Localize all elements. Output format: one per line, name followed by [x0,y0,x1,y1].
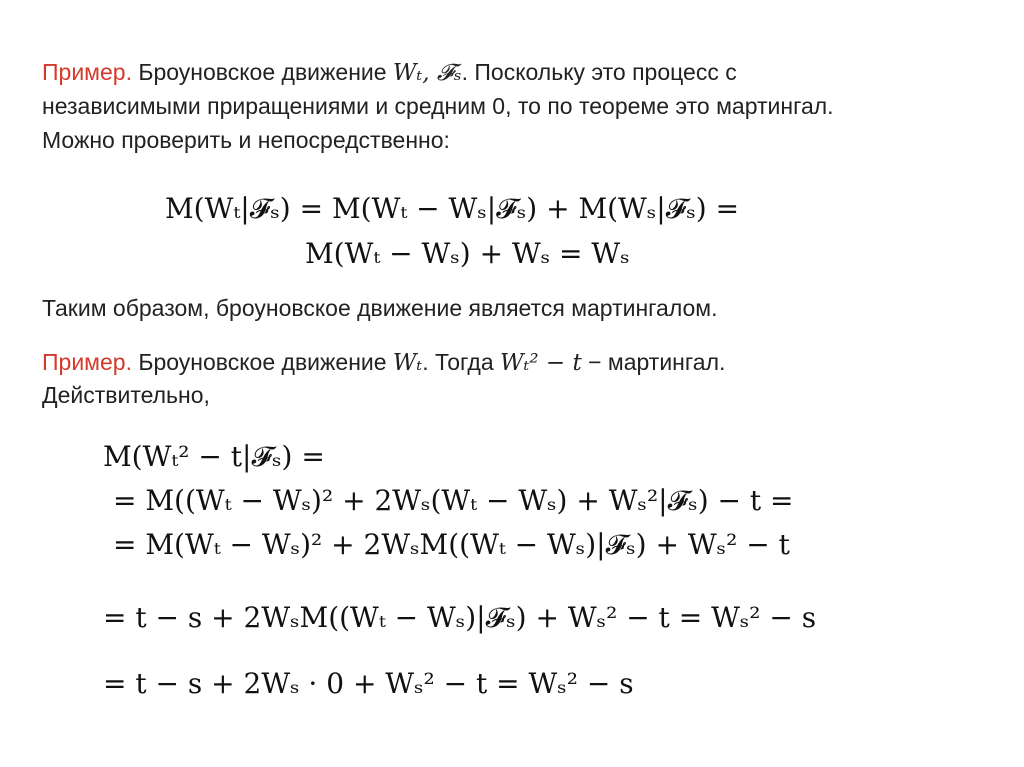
example1-line2: независимыми приращениями и средним 0, то по теореме это мартингал. [42,93,834,119]
example1-text-b: . Поскольку это процесс с [461,59,737,85]
example2-text-c: − мартингал. [581,349,726,375]
example1-line1 [42,57,737,89]
example1-math: Wₜ, 𝓕ₛ [392,60,462,86]
example1-text-a: Броуновское движение [131,59,393,85]
example2-math-b: Wₜ² − t [500,350,582,376]
formula2-line2: = M((Wₜ − Wₛ)² + 2Wₛ(Wₜ − Wₛ) + Wₛ²|𝓕ₛ) − t = [113,484,794,517]
formula2-line5: = t − s + 2Wₛ · 0 + Wₛ² − t = Wₛ² − s [103,667,634,700]
formula2-line1: M(Wₜ² − t|𝓕ₛ) = [103,440,325,473]
example1-label: Пример. [42,59,132,85]
example2-text-b: . Тогда [422,349,501,375]
conclusion-text: Таким образом, броуновское движение является мартингалом. [42,295,718,321]
formula1-line1: M(Wₜ|𝓕ₛ) = M(Wₜ − Wₛ|𝓕ₛ) + M(Wₛ|𝓕ₛ) = [165,192,740,225]
formula1-line2: M(Wₜ − Wₛ) + Wₛ = Wₛ [305,237,630,270]
formula2-line4: = t − s + 2WₛM((Wₜ − Wₛ)|𝓕ₛ) + Wₛ² − t = Wₛ² − s [103,601,817,634]
example2-text-a: Броуновское движение [131,349,393,375]
formula2-line3: = M(Wₜ − Wₛ)² + 2WₛM((Wₜ − Wₛ)|𝓕ₛ) + Wₛ² − t [113,528,790,561]
example2-line1 [42,347,725,379]
example2-math-a: Wₜ [392,350,423,376]
example2-label: Пример. [42,349,132,375]
example2-line2: Действительно, [42,382,210,408]
example1-line3: Можно проверить и непосредственно: [42,127,450,153]
